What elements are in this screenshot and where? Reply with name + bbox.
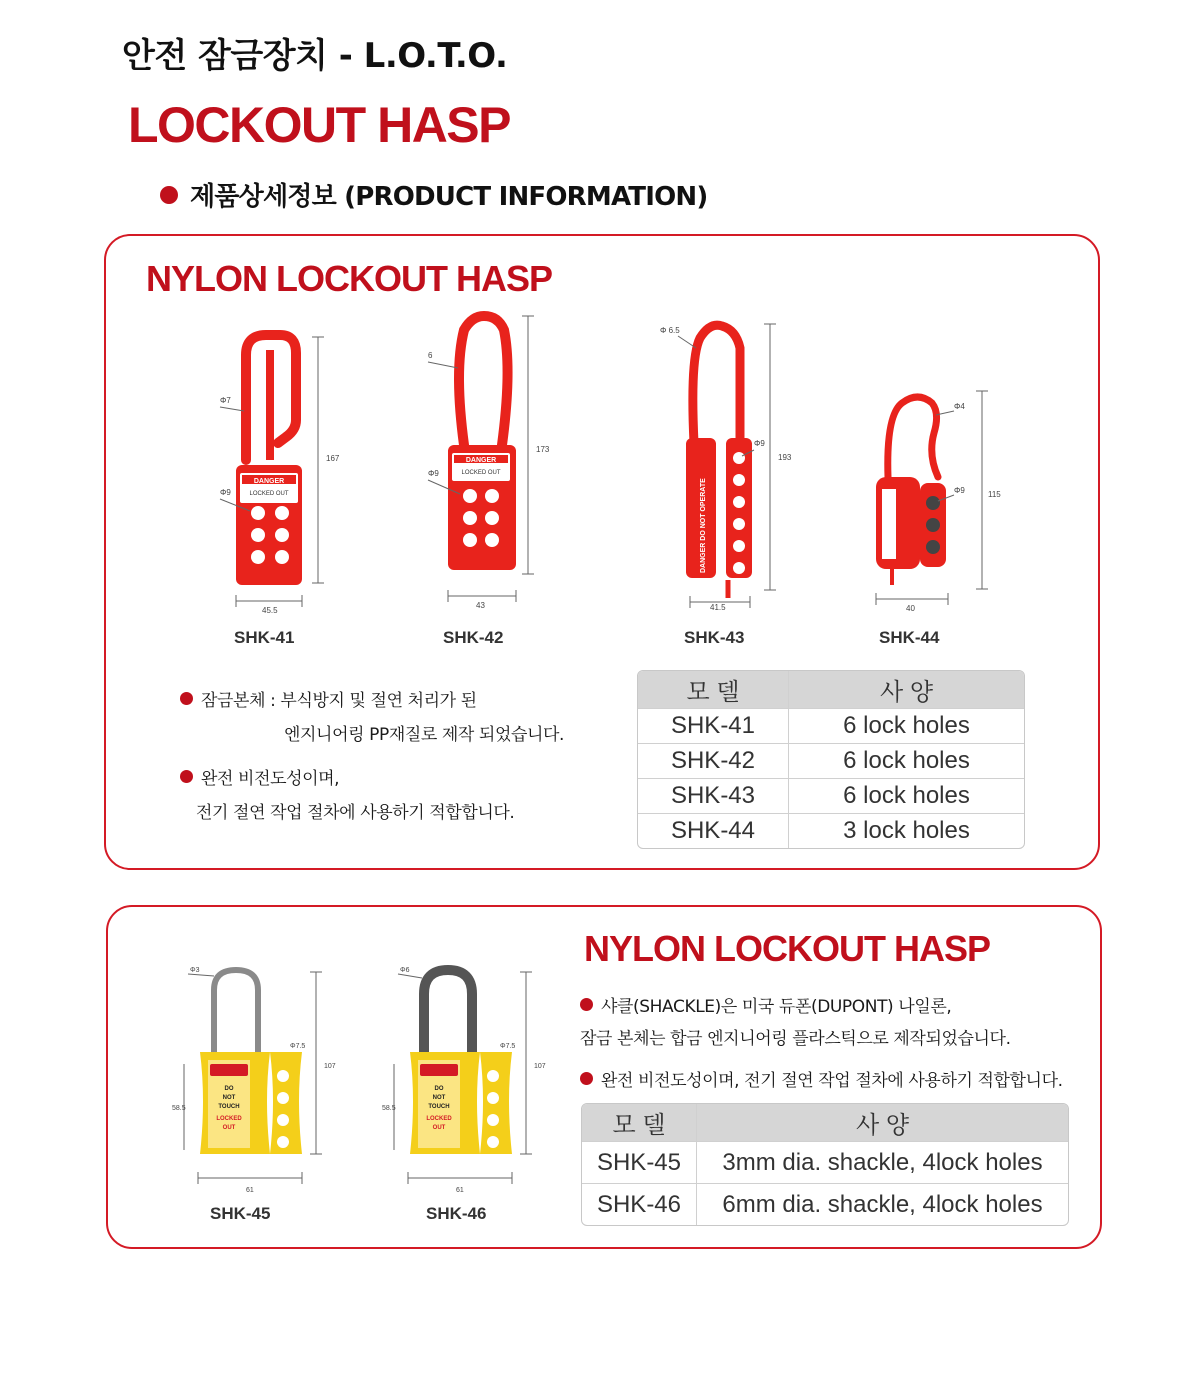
model-label-shk42: SHK-42 xyxy=(443,628,504,647)
table-header-row xyxy=(638,671,1024,708)
shk42-width-label: 43 xyxy=(476,601,485,610)
shk44-height-label: 115 xyxy=(988,490,1001,499)
section-heading xyxy=(160,176,707,213)
card2-feature-2 xyxy=(580,1066,1063,1091)
shk43-height-label: 193 xyxy=(778,453,792,462)
shk45-tag-line5: OUT xyxy=(222,1125,236,1131)
table-cell-spec: 3 lock holes xyxy=(788,813,1024,848)
table-cell-model: SHK-43 xyxy=(638,778,788,813)
red-bullet-icon xyxy=(160,186,178,204)
shk46-inner-label: 58.5 xyxy=(382,1105,396,1112)
model-label-shk44: SHK-44 xyxy=(879,628,940,647)
table-header-model: 모 델 xyxy=(638,671,788,708)
shk46-tag-line1: DO xyxy=(434,1086,444,1092)
product-title: LOCKOUT HASP xyxy=(128,97,510,153)
shk45-height-label: 107 xyxy=(324,1063,336,1070)
hasp-image-shk44 xyxy=(862,385,1012,615)
model-label-shk43: SHK-43 xyxy=(684,628,745,647)
red-bullet-icon xyxy=(180,692,193,705)
shk43-shackle-label: Φ 6.5 xyxy=(660,326,680,335)
table-header-spec: 사 양 xyxy=(788,671,1024,708)
shk46-tag-line4: LOCKED xyxy=(426,1116,452,1122)
card2-title: NYLON LOCKOUT HASP xyxy=(584,928,991,969)
card1-title: NYLON LOCKOUT HASP xyxy=(146,258,553,299)
table-row xyxy=(638,813,1024,848)
table-cell-model: SHK-46 xyxy=(582,1183,696,1225)
shk46-shackle-label: Φ6 xyxy=(400,967,410,974)
table-cell-spec: 6 lock holes xyxy=(788,743,1024,778)
shk45-width-label: 61 xyxy=(246,1187,254,1194)
table-cell-model: SHK-45 xyxy=(582,1141,696,1183)
shk42-tag-top: DANGER xyxy=(465,457,497,464)
table-cell-spec: 6mm dia. shackle, 4lock holes xyxy=(696,1183,1068,1225)
table-cell-spec: 3mm dia. shackle, 4lock holes xyxy=(696,1141,1068,1183)
card2-feature-1 xyxy=(580,992,951,1017)
card2-feature-1-line2: 잠금 본체는 합금 엔지니어링 플라스틱으로 제작되었습니다. xyxy=(580,1029,1011,1049)
shk41-shackle-label: Φ7 xyxy=(220,396,231,405)
shk41-tag-top: DANGER xyxy=(253,478,285,485)
shk45-hole-label: Φ7.5 xyxy=(290,1043,306,1050)
card1-feature-1 xyxy=(180,686,477,711)
hasp-image-shk46 xyxy=(378,960,568,1200)
shk46-hole-label: Φ7.5 xyxy=(500,1043,516,1050)
card1-feature-2 xyxy=(180,764,339,789)
shk43-tag-side: DANGER DO NOT OPERATE xyxy=(700,478,707,573)
hasp-image-shk43 xyxy=(650,318,810,618)
model-label-shk45: SHK-45 xyxy=(210,1204,271,1223)
shk42-hole-label: Φ9 xyxy=(428,469,439,478)
shk46-tag-line5: OUT xyxy=(432,1125,446,1131)
table-row xyxy=(638,708,1024,743)
card1-feature-1-line1: 잠금본체 : 부식방지 및 절연 처리가 된 xyxy=(201,691,477,711)
card2-feature-2-line1: 완전 비전도성이며, 전기 절연 작업 절차에 사용하기 적합합니다. xyxy=(601,1071,1063,1091)
shk46-tag-line2: NOT xyxy=(432,1095,446,1101)
shk42-tag-bottom: LOCKED OUT xyxy=(461,470,501,476)
shk42-height-label: 173 xyxy=(536,445,550,454)
card2-feature-1-line1: 샤클(SHACKLE)은 미국 듀폰(DUPONT) 나일론, xyxy=(601,997,952,1017)
shk45-tag-line1: DO xyxy=(224,1086,234,1092)
table-cell-spec: 6 lock holes xyxy=(788,708,1024,743)
table-row xyxy=(582,1183,1068,1225)
shk44-hole-label: Φ9 xyxy=(954,486,965,495)
category-title: 안전 잠금장치 - L.O.T.O. xyxy=(122,36,508,76)
spec-table-card1 xyxy=(637,670,1025,849)
table-header-row xyxy=(582,1104,1068,1141)
table-cell-model: SHK-42 xyxy=(638,743,788,778)
spec-table-card2 xyxy=(581,1103,1069,1226)
shk43-width-label: 41.5 xyxy=(710,603,726,612)
card1-feature-2-line2: 전기 절연 작업 절차에 사용하기 적합합니다. xyxy=(196,803,515,823)
shk44-width-label: 40 xyxy=(906,604,915,613)
model-label-shk46: SHK-46 xyxy=(426,1204,487,1223)
shk41-height-label: 167 xyxy=(326,454,340,463)
shk42-shackle-label: 6 xyxy=(428,351,433,360)
hasp-image-shk41 xyxy=(200,325,360,615)
shk44-shackle-label: Φ4 xyxy=(954,402,965,411)
shk45-inner-label: 58.5 xyxy=(172,1105,186,1112)
shk45-tag-line4: LOCKED xyxy=(216,1116,242,1122)
shk45-tag-line3: TOUCH xyxy=(218,1104,240,1110)
model-label-shk41: SHK-41 xyxy=(234,628,295,647)
table-cell-model: SHK-44 xyxy=(638,813,788,848)
shk43-hole-label: Φ9 xyxy=(754,439,765,448)
table-cell-model: SHK-41 xyxy=(638,708,788,743)
table-header-model: 모 델 xyxy=(582,1104,696,1141)
table-row xyxy=(582,1141,1068,1183)
hasp-image-shk42 xyxy=(420,310,580,610)
shk41-tag-bottom: LOCKED OUT xyxy=(249,491,289,497)
red-bullet-icon xyxy=(180,770,193,783)
shk46-height-label: 107 xyxy=(534,1063,546,1070)
hasp-image-shk45 xyxy=(168,960,358,1200)
card1-feature-1-line2: 엔지니어링 PP재질로 제작 되었습니다. xyxy=(284,725,565,745)
red-bullet-icon xyxy=(580,998,593,1011)
shk46-width-label: 61 xyxy=(456,1187,464,1194)
shk45-tag-line2: NOT xyxy=(222,1095,236,1101)
table-row xyxy=(638,778,1024,813)
shk41-hole-label: Φ9 xyxy=(220,488,231,497)
table-cell-spec: 6 lock holes xyxy=(788,778,1024,813)
red-bullet-icon xyxy=(580,1072,593,1085)
table-row xyxy=(638,743,1024,778)
shk41-width-label: 45.5 xyxy=(262,606,278,615)
section-heading-text: 제품상세정보 (PRODUCT INFORMATION) xyxy=(190,182,708,212)
table-header-spec: 사 양 xyxy=(696,1104,1068,1141)
card1-feature-2-line1: 완전 비전도성이며, xyxy=(201,769,340,789)
shk46-tag-line3: TOUCH xyxy=(428,1104,450,1110)
shk45-shackle-label: Φ3 xyxy=(190,967,200,974)
